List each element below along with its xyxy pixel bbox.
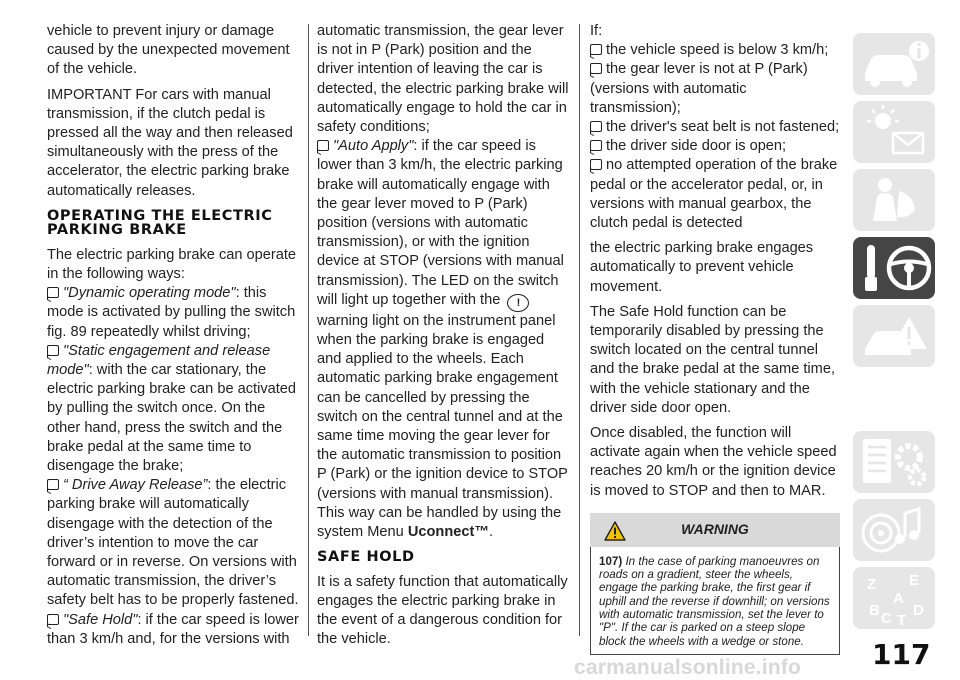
list-item [47,342,299,476]
term: "Safe Hold" [63,611,138,628]
warning-title: WARNING [681,521,749,538]
column-3 [590,22,840,655]
bullet-icon [590,63,602,74]
sidebar-tab-index[interactable] [853,567,935,629]
index-letter: E [909,572,920,589]
column-1 [47,22,299,649]
bullet-icon [590,121,602,132]
list-text: warning light on the instrument panel when the parking brake is engaged and applied to the wheels. Each automatic parking brake engagement can be cancelled by pressing the switch on the central tunnel and at the same time moving the gear lever for the automatic transmission to position P (Park) or the ignition device to STOP (versions with manual transmission). This way can be handled by using the system Menu [317,312,568,541]
bullet-icon [317,140,329,151]
car-info-icon [853,33,935,95]
menu-name: Uconnect™ [407,524,489,541]
warning-box [590,547,840,655]
sidebar-tab-warning-lights[interactable] [853,101,935,163]
sidebar-tab-car-info[interactable] [853,33,935,95]
warning-number: 107) [599,554,623,568]
punctuation: . [488,524,493,541]
bullet-icon [47,287,59,298]
warning-text: In the case of parking manoeuvres on roads on a gradient, steer the wheels, engage the parking brake, the first gear if uphill and the reverse if downhill; on versions with automatic transmission, set the lever to "P". If the car is parked on a steep slope block the wheels with a wedge or stone. [599,554,830,648]
column-divider [579,24,580,636]
section-heading: OPERATING THE ELECTRIC PARKING BRAKE [47,207,273,239]
list-text: : the electric parking brake will automatically disengage with the detection of the driver’s intention to move the car forward or in reverse. On versions with automatic transmission, the driver’s safety belt has to be properly fastened. [47,477,299,609]
index-icon [853,567,935,629]
term: "Dynamic operating mode" [63,285,236,302]
sidebar-tab-safety[interactable] [853,169,935,231]
page-number: 117 [872,638,931,671]
list-text: the driver side door is open; [606,138,787,155]
sidebar-tab-maintenance[interactable] [853,431,935,493]
list-item [317,137,569,542]
maintenance-icon [853,431,935,493]
paragraph: automatic transmission, the gear lever is not in P (Park) position and the driver intention of leaving the car is detected, the electric parking brake will automatically engage to hold the car in safety conditions; [317,23,569,136]
bullet-icon [590,159,602,170]
paragraph: The Safe Hold function can be temporarily disabled by pressing the switch located on the central tunnel and the brake pedal at the same time, with the vehicle stationary and the driver side door open. [590,303,836,416]
index-letter: T [897,612,907,629]
list-item [590,118,840,137]
paragraph: Once disabled, the function will activate again when the vehicle speed reaches 20 km/h or the ignition device is moved to STOP and then to MAR. [590,425,837,499]
paragraph: vehicle to prevent injury or damage caused by the unexpected movement of the vehicle. [47,23,290,78]
bullet-icon [47,479,59,490]
list-text: : this mode is activated by pulling the switch fig. 89 repeatedly whilst driving; [47,285,296,340]
list-item [590,156,840,233]
if-label: If: [590,23,603,39]
multimedia-icon [853,499,935,561]
list-text: : if the car speed is lower than 3 km/h, the electric parking brake will automatically engage with the gear lever moved to P (Park) position (versions with automatic transmission), or with the ignition device at STOP (versions with manual transmission). The LED on the switch will light up together with the [317,138,564,308]
list-text: the vehicle speed is below 3 km/h; [606,42,829,59]
warning-header [590,513,840,547]
sidebar-tab-starting-driving[interactable] [853,237,935,299]
list-text: the driver's seat belt is not fastened; [606,119,840,136]
term: "Auto Apply" [333,138,414,155]
list-item [47,611,299,649]
column-2 [317,22,569,656]
paragraph: the electric parking brake engages automatically to prevent vehicle movement. [590,240,814,295]
bullet-icon [47,345,59,356]
starting-driving-icon [853,237,935,299]
list-item [590,60,840,118]
bullet-icon [590,44,602,55]
sidebar-tab-multimedia[interactable] [853,499,935,561]
brake-warning-light-icon: ! [507,294,529,312]
section-heading: SAFE HOLD [317,549,415,566]
warning-triangle-icon [604,521,626,541]
bullet-icon [47,614,59,625]
index-letter: C [881,610,892,627]
term: "Static engagement and release mode" [47,342,271,379]
list-text: no attempted operation of the brake pedal or the accelerator pedal, or, in versions with manual gearbox, the clutch pedal is detected [590,157,838,232]
paragraph: The electric parking brake can operate in the following ways: [47,246,297,283]
list-text: : with the car stationary, the electric parking brake can be activated by pulling the switch once. On the other hand, press the switch and the brake pedal at the same time to disengage the brake; [47,362,297,475]
emergency-icon [853,305,935,367]
paragraph: It is a safety function that automatically engages the electric parking brake in the event of a dangerous condition for the vehicle. [317,573,568,648]
paragraph: IMPORTANT For cars with manual transmission, if the clutch pedal is pressed all the way and then released simultaneously with the press of the accelerator, the electric parking brake automatically releases. [47,86,293,199]
index-letter: B [869,602,880,619]
list-item [47,284,299,342]
term: “ Drive Away Release” [63,477,208,494]
watermark: carmanualsonline.info [574,656,802,679]
list-text: : if the car speed is lower than 3 km/h and, for the versions with [47,611,299,647]
safety-icon [853,169,935,231]
column-divider [308,24,309,636]
index-letter: Z [867,576,877,593]
index-letter: D [913,602,924,619]
sidebar-tab-emergency[interactable] [853,305,935,367]
bullet-icon [590,140,602,151]
warning-lights-icon [853,101,935,163]
list-item [590,137,840,156]
index-letter: A [893,590,904,607]
list-item [47,476,299,610]
list-text: the gear lever is not at P (Park) (versions with automatic transmission); [590,61,808,116]
list-item [590,41,840,60]
